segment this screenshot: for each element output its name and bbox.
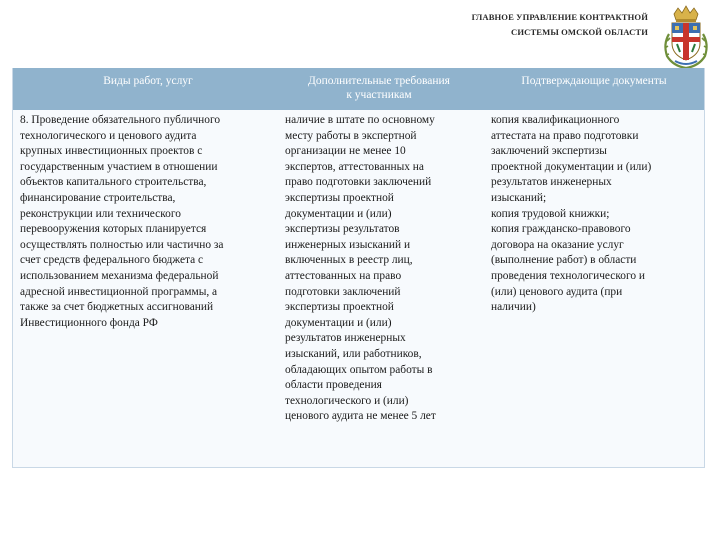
column-header-supporting-documents: Подтверждающие документы [521,75,667,87]
organization-name-line-2: СИСТЕМЫ ОМСКОЙ ОБЛАСТИ [511,27,648,37]
column-header-additional-requirements: Дополнительные требования к участникам [308,75,450,101]
column-header-work-types: Виды работ, услуг [103,75,193,87]
organization-header [380,10,648,40]
requirements-table [12,68,705,468]
organization-name-line-1: ГЛАВНОЕ УПРАВЛЕНИЕ КОНТРАКТНОЙ [471,12,648,22]
table-cell-work-type: 8. Проведение обязательного публичного технологического и ценового аудита крупных инвестиционных проектов с государственным участием в отношении объектов капитального строительства, финансирование строительства, реконструкции или технического перевооружения которых планируется осуществлять полностью или частично за счет средств федерального бюджета с использованием механизма федеральной адресной инвестиционной программы, а также за счет бюджетных ассигнований Инвестиционного фонда РФ [20,114,224,329]
table-header-row [13,68,704,110]
table-cell-requirements: наличие в штате по основному месту работы в экспертной организации не менее 10 экспертов, аттестованных на право подготовки заключений экспертизы проектной документации и (или) экспертизы результатов инженерных изысканий и включенных в реестр лиц, аттестованных на право подготовки заключений экспертизы проектной документации и (или) результатов инженерных изысканий, или работников, обладающих опытом работы в области проведения технологического и (или) ценового аудита не менее 5 лет [285,114,436,423]
omsk-region-coat-of-arms-icon [661,4,711,70]
table-cell-documents: копия квалификационного аттестата на право подготовки заключений экспертизы проектной документации и (или) результатов инженерных изысканий; копия трудовой книжки; копия гражданско-правового договора на оказание услуг (выполнение работ) в области проведения технологического и (или) ценового аудита (при наличии) [491,114,652,314]
